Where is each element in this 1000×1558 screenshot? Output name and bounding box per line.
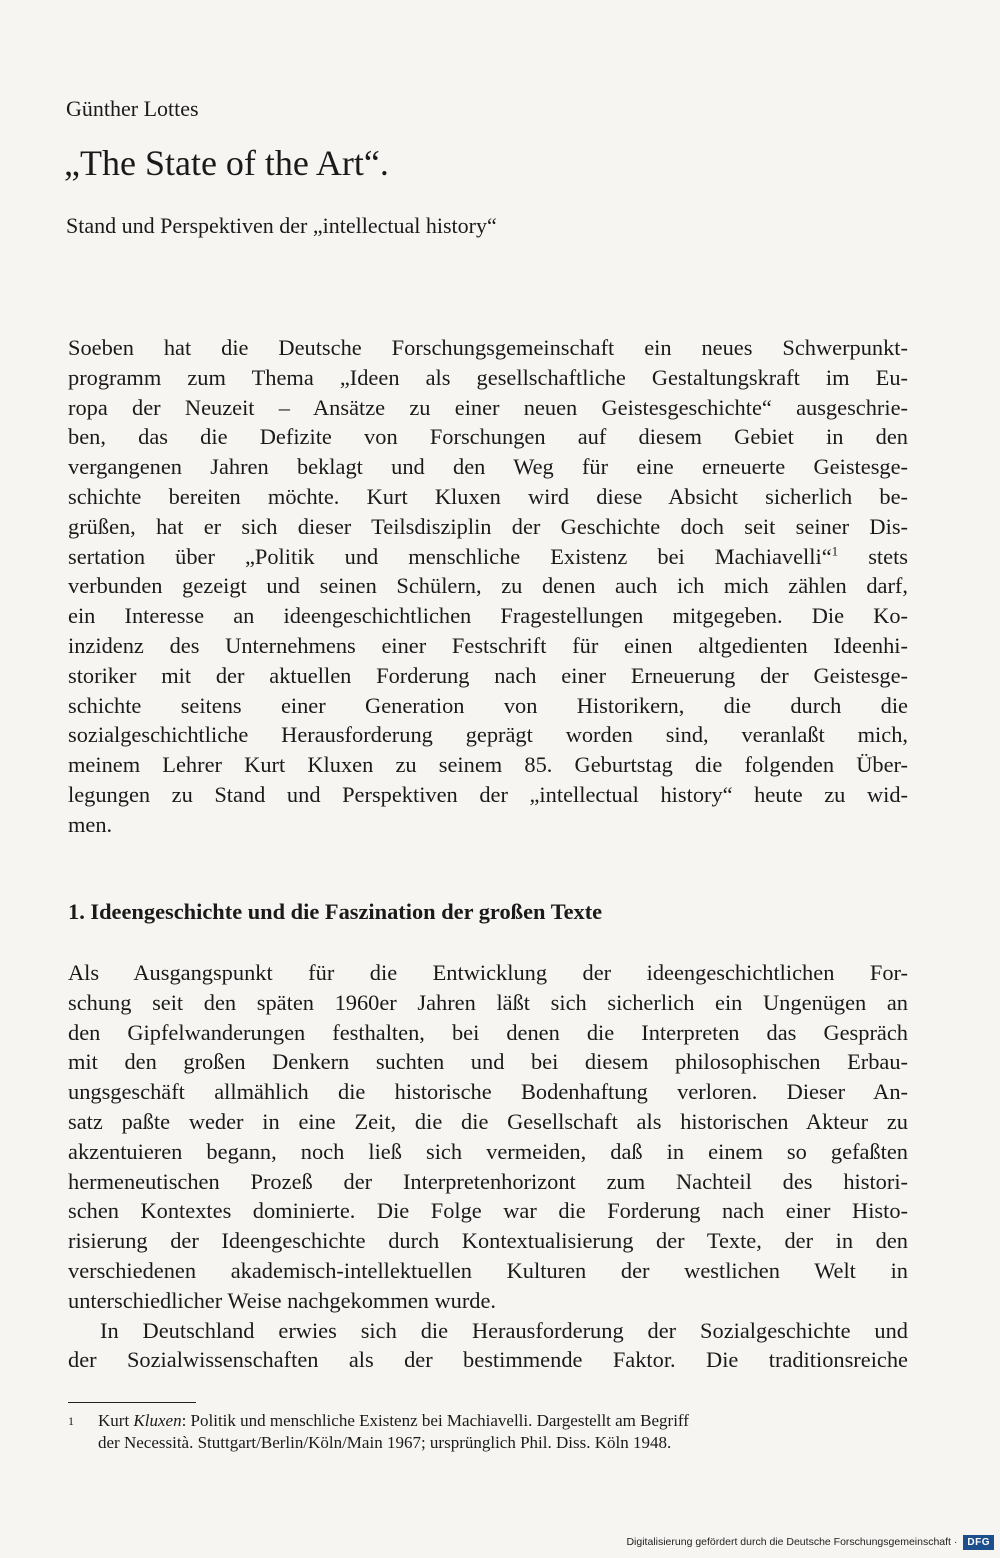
text-line: akzentuieren begann, noch ließ sich vermeiden, daß in einem so gefaßten bbox=[68, 1138, 908, 1164]
text-line: grüßen, hat er sich dieser Teilsdisziplin der Geschichte doch seit seiner Dis- bbox=[68, 513, 908, 539]
text-line: Als Ausgangspunkt für die Entwicklung der ideengeschichtlichen For- bbox=[68, 960, 908, 985]
footnote-text bbox=[98, 1410, 914, 1454]
text-line: verbunden gezeigt und seinen Schülern, zu denen auch ich mich zählen darf, bbox=[68, 573, 908, 599]
funding-banner bbox=[626, 1532, 994, 1552]
text-line: ropa der Neuzeit – Ansätze zu einer neuen Geistesgeschichte“ ausgeschrie- bbox=[68, 394, 908, 420]
text-line: sozialgeschichtliche Herausforderung geprägt worden sind, veranlaßt mich, bbox=[68, 722, 908, 748]
text-line: schichte bereiten möchte. Kurt Kluxen wird diese Absicht sicherlich be- bbox=[68, 483, 908, 509]
text-line: legungen zu Stand und Perspektiven der „intellectual history“ heute zu wid- bbox=[68, 781, 908, 807]
text-line: storiker mit der aktuellen Forderung nach einer Erneuerung der Geistesge- bbox=[68, 662, 908, 688]
text-line: der Sozialwissenschaften als der bestimmende Faktor. Die traditionsreiche bbox=[68, 1347, 908, 1373]
text-line: In Deutschland erwies sich die Herausforderung der Sozialgeschichte und bbox=[100, 1317, 908, 1343]
text-line: risierung der Ideengeschichte durch Kontextualisierung der Texte, der in den bbox=[68, 1228, 908, 1254]
footnote-number: 1 bbox=[68, 1414, 74, 1428]
text-line: schichte seitens einer Generation von Historikern, die durch die bbox=[68, 692, 908, 718]
footnote-line: der Necessità. Stuttgart/Berlin/Köln/Main 1967; ursprünglich Phil. Diss. Köln 1948. bbox=[98, 1433, 672, 1452]
text-line: mit den großen Denkern suchten und bei diesem philosophischen Erbau- bbox=[68, 1049, 908, 1075]
text-line: programm zum Thema „Ideen als gesellschaftliche Gestaltungskraft im Eu- bbox=[68, 364, 908, 390]
text-line: meinem Lehrer Kurt Kluxen zu seinem 85. Geburtstag die folgenden Über- bbox=[68, 752, 908, 778]
text-line: satz paßte weder in eine Zeit, die die Gesellschaft als historischen Akteur zu bbox=[68, 1108, 908, 1134]
text-line: den Gipfelwanderungen festhalten, bei denen die Interpreten das Gespräch bbox=[68, 1019, 908, 1045]
text-line: schung seit den späten 1960er Jahren läßt sich sicherlich ein Ungenügen an bbox=[68, 989, 908, 1015]
section-heading: 1. Ideengeschichte und die Faszination der großen Texte bbox=[68, 899, 603, 924]
article-subtitle: Stand und Perspektiven der „intellectual history“ bbox=[66, 213, 497, 238]
text-segment: sertation über „Politik und menschliche Existenz bei Machiavelli“ bbox=[68, 543, 832, 569]
text-line: vergangenen Jahren beklagt und den Weg für eine erneuerte Geistesge- bbox=[68, 454, 908, 480]
text-line: schen Kontextes dominierte. Die Folge war die Forderung nach einer Histo- bbox=[68, 1198, 908, 1224]
article-title: „The State of the Art“. bbox=[64, 143, 389, 183]
cited-author: Kluxen bbox=[133, 1411, 182, 1430]
footnote-marker: 1 bbox=[831, 543, 839, 559]
dfg-logo: DFG bbox=[963, 1535, 994, 1550]
text-segment: stets bbox=[838, 543, 909, 569]
text-line: Soeben hat die Deutsche Forschungsgemeinschaft ein neues Schwerpunkt- bbox=[68, 335, 908, 360]
section-paragraphs bbox=[68, 958, 908, 1375]
text-line: unterschiedlicher Weise nachgekommen wurde. bbox=[68, 1287, 497, 1313]
text-line-with-footnote bbox=[68, 542, 908, 572]
text-line: ein Interesse an ideengeschichtlichen Fragestellungen mitgegeben. Die Ko- bbox=[68, 603, 908, 629]
footnote-line bbox=[98, 1410, 914, 1432]
intro-paragraph bbox=[68, 333, 908, 840]
text-segment: Kurt bbox=[98, 1411, 134, 1430]
author-name: Günther Lottes bbox=[66, 96, 199, 121]
footnote-divider bbox=[68, 1402, 196, 1403]
text-line: hermeneutischen Prozeß der Interpretenhorizont zum Nachteil des histori- bbox=[68, 1168, 908, 1194]
text-segment: : Politik und menschliche Existenz bei Machiavelli. Dargestellt am Begriff bbox=[181, 1411, 689, 1430]
text-line: inzidenz des Unternehmens einer Festschrift für einen altgedienten Ideenhi- bbox=[68, 632, 908, 658]
text-line: ben, das die Defizite von Forschungen auf diesem Gebiet in den bbox=[68, 424, 908, 450]
text-line: men. bbox=[68, 811, 113, 837]
text-line: verschiedenen akademisch-intellektuellen Kulturen der westlichen Welt in bbox=[68, 1257, 908, 1283]
text-line: ungsgeschäft allmählich die historische Bodenhaftung verloren. Dieser An- bbox=[68, 1079, 908, 1105]
funding-text: Digitalisierung gefördert durch die Deutsche Forschungsgemeinschaft · bbox=[626, 1536, 958, 1548]
